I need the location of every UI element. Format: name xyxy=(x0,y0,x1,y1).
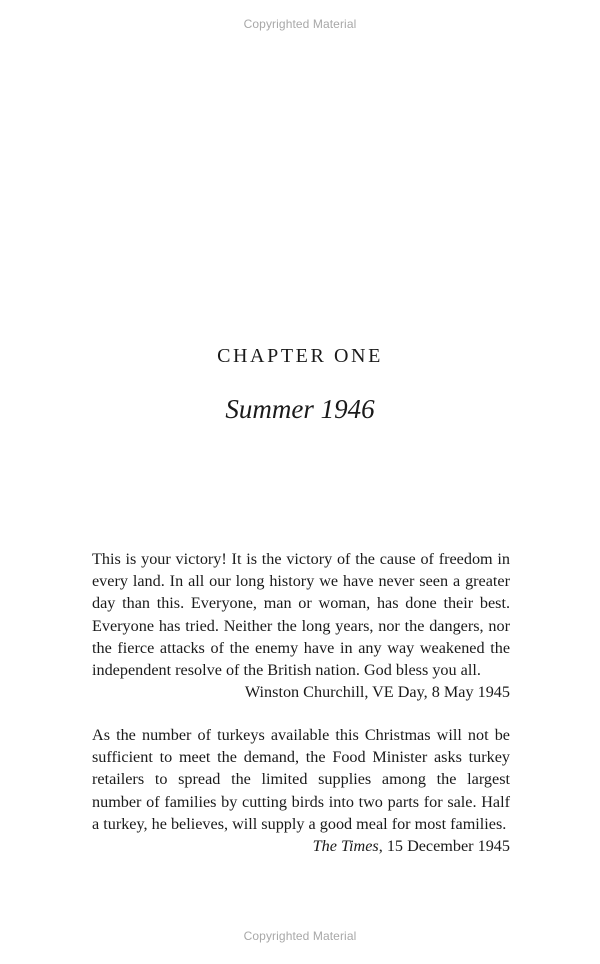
epigraph-attribution xyxy=(92,835,510,857)
attribution-date: , 15 December 1945 xyxy=(378,837,510,856)
attribution-source: The Times xyxy=(312,837,379,856)
copyright-watermark-top: Copyrighted Material xyxy=(243,17,357,31)
epigraph-attribution: Winston Churchill, VE Day, 8 May 1945 xyxy=(244,683,510,702)
epigraph-quote: As the number of turkeys available this Christmas will not be sufficient to meet the demand, the Food Minister asks turkey retailers to spread the limited supplies among the largest number of families by cutting birds into two parts for sale. Half a turkey, he believes, will supply a good meal for most families. xyxy=(92,726,510,833)
copyright-watermark-bottom: Copyrighted Material xyxy=(243,929,357,943)
chapter-label: CHAPTER ONE xyxy=(217,345,383,367)
chapter-title: Summer 1946 xyxy=(225,394,375,424)
epigraph-quote: This is your victory! It is the victory of the cause of freedom in every land. In all our long history we have never seen a greater day than this. Everyone, man or woman, has done their best. Everyone has tried. Neither the long years, nor the dangers, nor the fierce attacks of the enemy have in any way weakened the independent resolve of the British nation. God bless you all. xyxy=(92,550,510,680)
epigraph-churchill xyxy=(92,548,510,703)
epigraph-times xyxy=(92,724,510,857)
